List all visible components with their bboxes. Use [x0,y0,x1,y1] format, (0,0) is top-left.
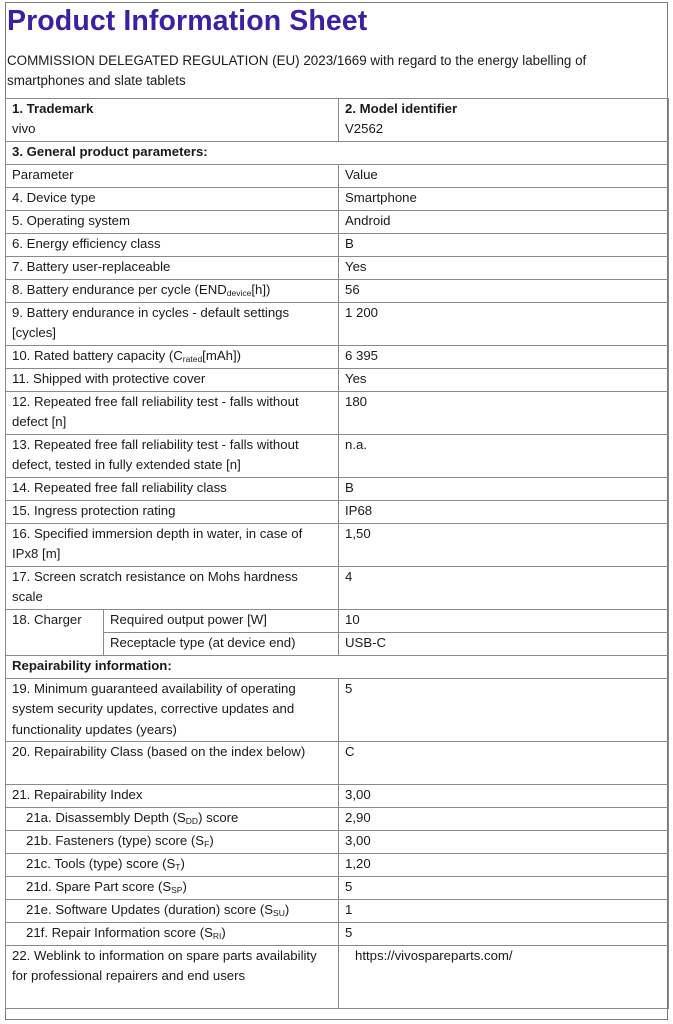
label-text: 21b. Fasteners (type) score (S [26,833,205,848]
row-label: Required output power [W] [104,610,339,633]
row-label: 12. Repeated free fall reliability test - falls without defect [n] [6,392,339,435]
table-row [6,854,669,877]
table-row [6,280,669,303]
label-text: 21f. Repair Information score (S [26,925,213,940]
row-value: 1 [339,900,669,923]
table-row [6,831,669,854]
row-value: 1 200 [339,303,669,346]
label-subscript: F [204,839,210,849]
row-value: Smartphone [339,188,669,211]
table-row [6,785,669,808]
label-text: ) [182,879,187,894]
label-subscript: SP [171,885,183,895]
row-value: 3,00 [339,831,669,854]
label-text: ) [209,833,214,848]
row-label [6,854,339,877]
row-value: Yes [339,257,669,280]
label-subscript: DD [185,816,199,826]
label-subscript: RI [212,931,222,941]
charger-label: 18. Charger [6,610,104,656]
row-label: 7. Battery user-replaceable [6,257,339,280]
table-row [6,524,669,567]
label-text: 8. Battery endurance per cycle (END [12,282,227,297]
label-text: 21a. Disassembly Depth (S [26,810,186,825]
value-column-header: Value [339,165,669,188]
table-row [6,392,669,435]
row-value: IP68 [339,501,669,524]
row-label: 16. Specified immersion depth in water, in case of IPx8 [m] [6,524,339,567]
trademark-value: vivo [12,121,36,137]
row-label [6,808,339,831]
table-row [6,188,669,211]
row-value: 4 [339,567,669,610]
model-identifier-label: 2. Model identifier [345,101,458,116]
row-label: Receptacle type (at device end) [104,633,339,656]
model-identifier-cell [339,99,669,142]
product-parameters-table [5,98,669,1009]
row-label: 4. Device type [6,188,339,211]
table-row [6,211,669,234]
regulation-subtitle: COMMISSION DELEGATED REGULATION (EU) 2023/1669 with regard to the energy labelling of smartphones and slate tablets [7,53,587,88]
trademark-cell [6,99,339,142]
row-label: 9. Battery endurance in cycles - default settings [cycles] [6,303,339,346]
general-parameters-heading: 3. General product parameters: [6,142,669,165]
row-value: 3,00 [339,785,669,808]
row-value: Android [339,211,669,234]
row-label: 19. Minimum guaranteed availability of operating system security updates, corrective updates and functionality updates (years) [6,679,339,742]
table-row [6,435,669,478]
label-text: 21e. Software Updates (duration) score (S [26,902,274,917]
spare-parts-weblink[interactable]: https://vivospareparts.com/ [339,946,669,1009]
label-subscript: T [175,862,181,872]
row-label: 20. Repairability Class (based on the index below) [6,742,339,785]
table-row [6,923,669,946]
row-value: 6 395 [339,346,669,369]
row-value: 5 [339,877,669,900]
table-row [6,679,669,742]
table-row [6,808,669,831]
row-value: C [339,742,669,785]
label-text: 21c. Tools (type) score (S [26,856,176,871]
row-label [6,280,339,303]
table-row [6,633,669,656]
row-label: 6. Energy efficiency class [6,234,339,257]
row-value: 10 [339,610,669,633]
label-text: ) score [198,810,239,825]
page-title: Product Information Sheet [7,5,368,37]
table-row [6,567,669,610]
row-value: 2,90 [339,808,669,831]
table-header-row [6,165,669,188]
row-value: 1,20 [339,854,669,877]
label-text: [h]) [251,282,271,297]
row-label: 15. Ingress protection rating [6,501,339,524]
row-value: 5 [339,923,669,946]
row-label: 21. Repairability Index [6,785,339,808]
row-label: 13. Repeated free fall reliability test - falls without defect, tested in fully extended state [n] [6,435,339,478]
table-row [6,346,669,369]
row-label [6,877,339,900]
table-row [6,99,669,142]
trademark-label: 1. Trademark [12,101,94,116]
row-value: B [339,478,669,501]
table-row [6,900,669,923]
table-row [6,946,669,1009]
row-value: 5 [339,679,669,742]
model-identifier-value: V2562 [345,121,384,137]
section-header-row [6,656,669,679]
row-value: 180 [339,392,669,435]
row-label [6,923,339,946]
label-subscript: device [226,288,252,298]
repairability-heading: Repairability information: [6,656,669,679]
parameter-column-header: Parameter [6,165,339,188]
row-label [6,831,339,854]
row-value: B [339,234,669,257]
table-row [6,501,669,524]
table-row [6,610,669,633]
section-header-row [6,142,669,165]
label-text: 10. Rated battery capacity (C [12,348,183,363]
row-value: Yes [339,369,669,392]
row-value: n.a. [339,435,669,478]
label-subscript: SU [273,908,285,918]
label-text: ) [180,856,185,871]
row-label: 11. Shipped with protective cover [6,369,339,392]
table-row [6,877,669,900]
label-text: [mAh]) [202,348,242,363]
table-row [6,234,669,257]
table-row [6,742,669,785]
row-value: 1,50 [339,524,669,567]
label-text: ) [284,902,290,917]
label-text: ) [221,925,226,940]
row-value: USB-C [339,633,669,656]
label-text: 21d. Spare Part score (S [26,879,172,894]
table-row [6,478,669,501]
row-label [6,346,339,369]
table-row [6,303,669,346]
row-label [6,900,339,923]
row-value: 56 [339,280,669,303]
row-label: 17. Screen scratch resistance on Mohs hardness scale [6,567,339,610]
row-label: 22. Weblink to information on spare parts availability for professional repairers and end users [6,946,339,1009]
row-label: 5. Operating system [6,211,339,234]
table-row [6,369,669,392]
label-subscript: rated [182,354,203,364]
row-label: 14. Repeated free fall reliability class [6,478,339,501]
table-row [6,257,669,280]
